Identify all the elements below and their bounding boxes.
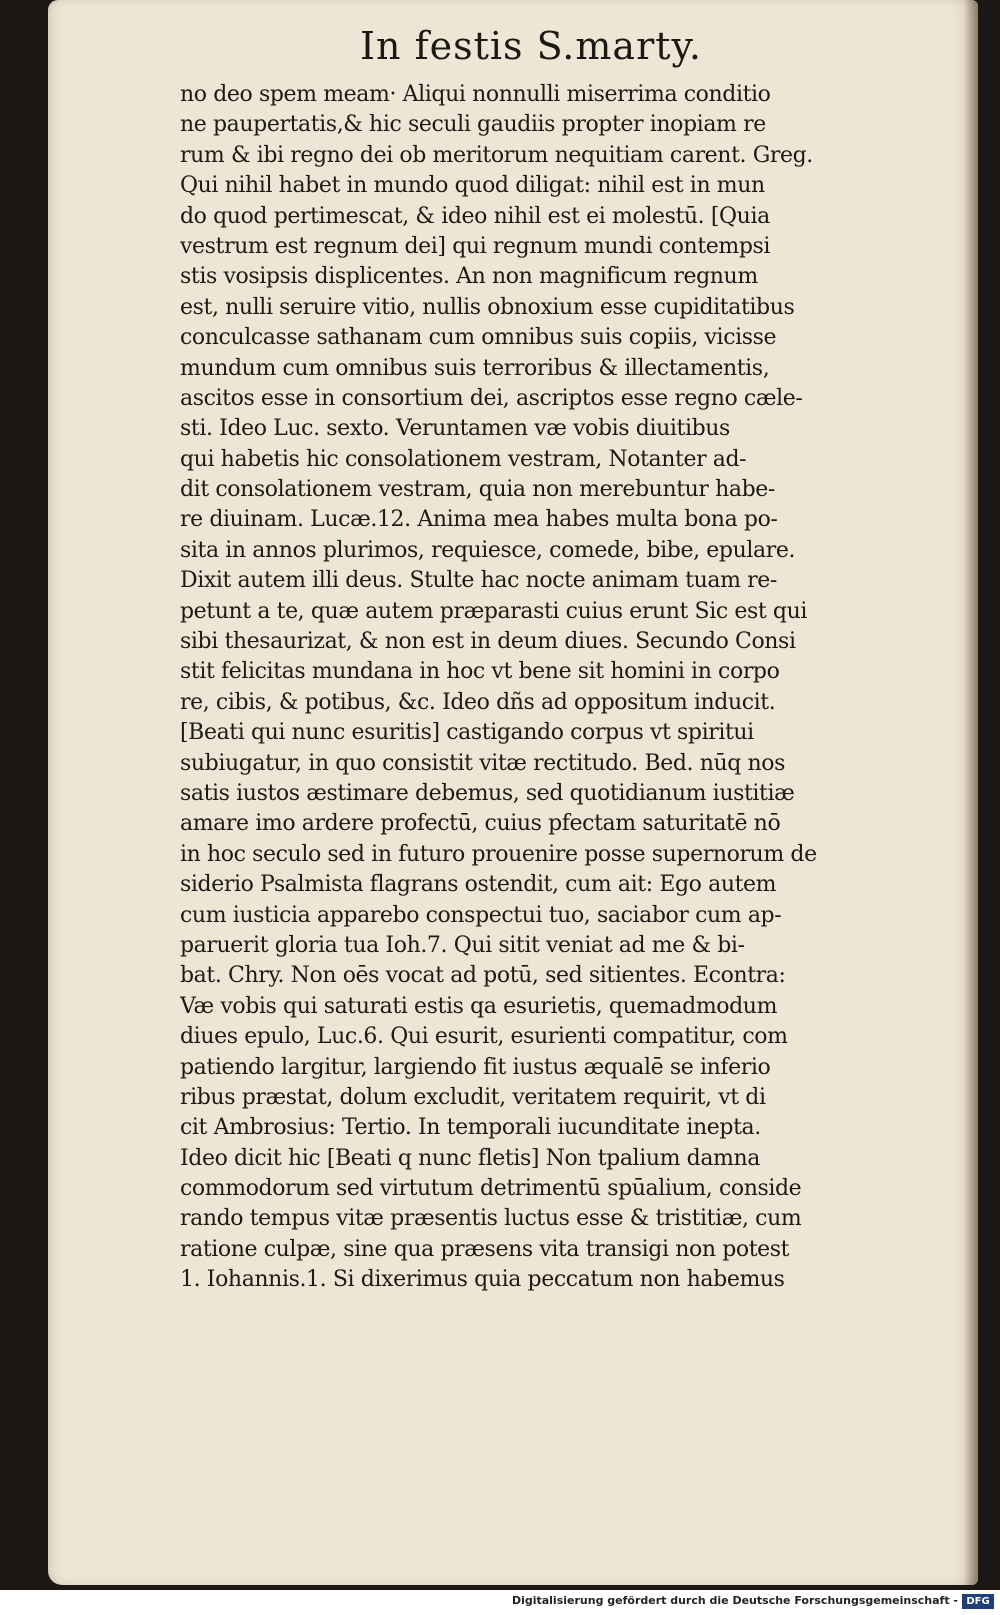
text-line: rando tempus vitæ præsentis luctus esse & tristitiæ, cum [180,1206,802,1232]
running-head: In festis S.marty. [360,24,703,68]
text-line: Dixit autem illi deus. Stulte hac nocte animam tuam re- [180,568,777,594]
text-line: est, nulli seruire vitio, nullis obnoxium esse cupiditatibus [180,294,795,320]
text-line: re diuinam. Lucæ.12. Anima mea habes multa bona po- [180,507,778,533]
text-line: rum & ibi regno dei ob meritorum nequitiam carent. Greg. [180,142,813,168]
dfg-logo: DFG [962,1594,994,1609]
text-line: Qui nihil habet in mundo quod diligat: nihil est in mun [180,173,765,199]
text-line: ribus præstat, dolum excludit, veritatem requirit, vt di [180,1084,766,1110]
text-line: [Beati qui nunc esuritis] castigando corpus vt spiritui [180,720,754,746]
text-line: vestrum est regnum dei] qui regnum mundi contempsi [180,233,771,259]
text-line: diues epulo, Luc.6. Qui esurit, esurienti compatitur, com [180,1024,788,1050]
text-line: 1. Iohannis.1. Si dixerimus quia peccatum non habemus [180,1267,785,1293]
text-line: stis vosipsis displicentes. An non magnificum regnum [180,264,758,290]
footer-bar [0,1590,1000,1615]
text-line: Ideo dicit hic [Beati q nunc fletis] Non tpalium damna [180,1145,760,1171]
text-line: Væ vobis qui saturati estis qa esurietis, quemadmodum [180,993,778,1019]
text-line: satis iustos æstimare debemus, sed quotidianum iustitiæ [180,780,795,806]
text-line: commodorum sed virtutum detrimentū spūalium, conside [180,1176,802,1202]
text-line: do quod pertimescat, & ideo nihil est ei molestū. [Quia [180,203,770,229]
footer-credit: Digitalisierung gefördert durch die Deutsche Forschungsgemeinschaft - [511,1594,958,1607]
text-line: no deo spem meam· Aliqui nonnulli miserrima conditio [180,82,771,107]
text-line: cit Ambrosius: Tertio. In temporali iucunditate inepta. [180,1115,761,1141]
body-text [180,80,900,1296]
text-line: conculcasse sathanam cum omnibus suis copiis, vicisse [180,325,777,351]
text-line: cum iusticia apparebo conspectui tuo, saciabor cum ap- [180,902,782,928]
text-line: ascitos esse in consortium dei, ascriptos esse regno cæle- [180,385,803,411]
text-line: sti. Ideo Luc. sexto. Veruntamen væ vobis diuitibus [180,416,730,442]
page-edge-shadow [964,0,978,1585]
text-line: mundum cum omnibus suis terroribus & illectamentis, [180,355,770,381]
text-line: ratione culpæ, sine qua præsens vita transigi non potest [180,1236,790,1262]
text-line: ne paupertatis,& hic seculi gaudiis propter inopiam re [180,112,766,138]
text-line: sita in annos plurimos, requiesce, comede, bibe, epulare. [180,537,796,563]
text-line: stit felicitas mundana in hoc vt bene sit homini in corpo [180,659,780,685]
text-line: patiendo largitur, largiendo fit iustus æqualē se inferio [180,1054,771,1080]
text-line: sibi thesaurizat, & non est in deum diues. Secundo Consi [180,629,796,655]
text-line: subiugatur, in quo consistit vitæ rectitudo. Bed. nūq nos [180,750,786,776]
text-line: qui habetis hic consolationem vestram, Notanter ad- [180,446,747,472]
text-line: dit consolationem vestram, quia non merebuntur habe- [180,477,775,503]
text-line: bat. Chry. Non oēs vocat ad potū, sed sitientes. Econtra: [180,963,786,989]
text-line: amare imo ardere profectū, cuius pfectam saturitatē nō [180,811,781,837]
text-line: in hoc seculo sed in futuro prouenire posse supernorum de [180,841,817,867]
text-line: re, cibis, & potibus, &c. Ideo dñs ad oppositum inducit. [180,689,776,715]
text-line: petunt a te, quæ autem præparasti cuius erunt Sic est qui [180,598,808,624]
text-line: siderio Psalmista flagrans ostendit, cum ait: Ego autem [180,872,777,898]
text-line: paruerit gloria tua Ioh.7. Qui sitit veniat ad me & bi- [180,932,745,958]
